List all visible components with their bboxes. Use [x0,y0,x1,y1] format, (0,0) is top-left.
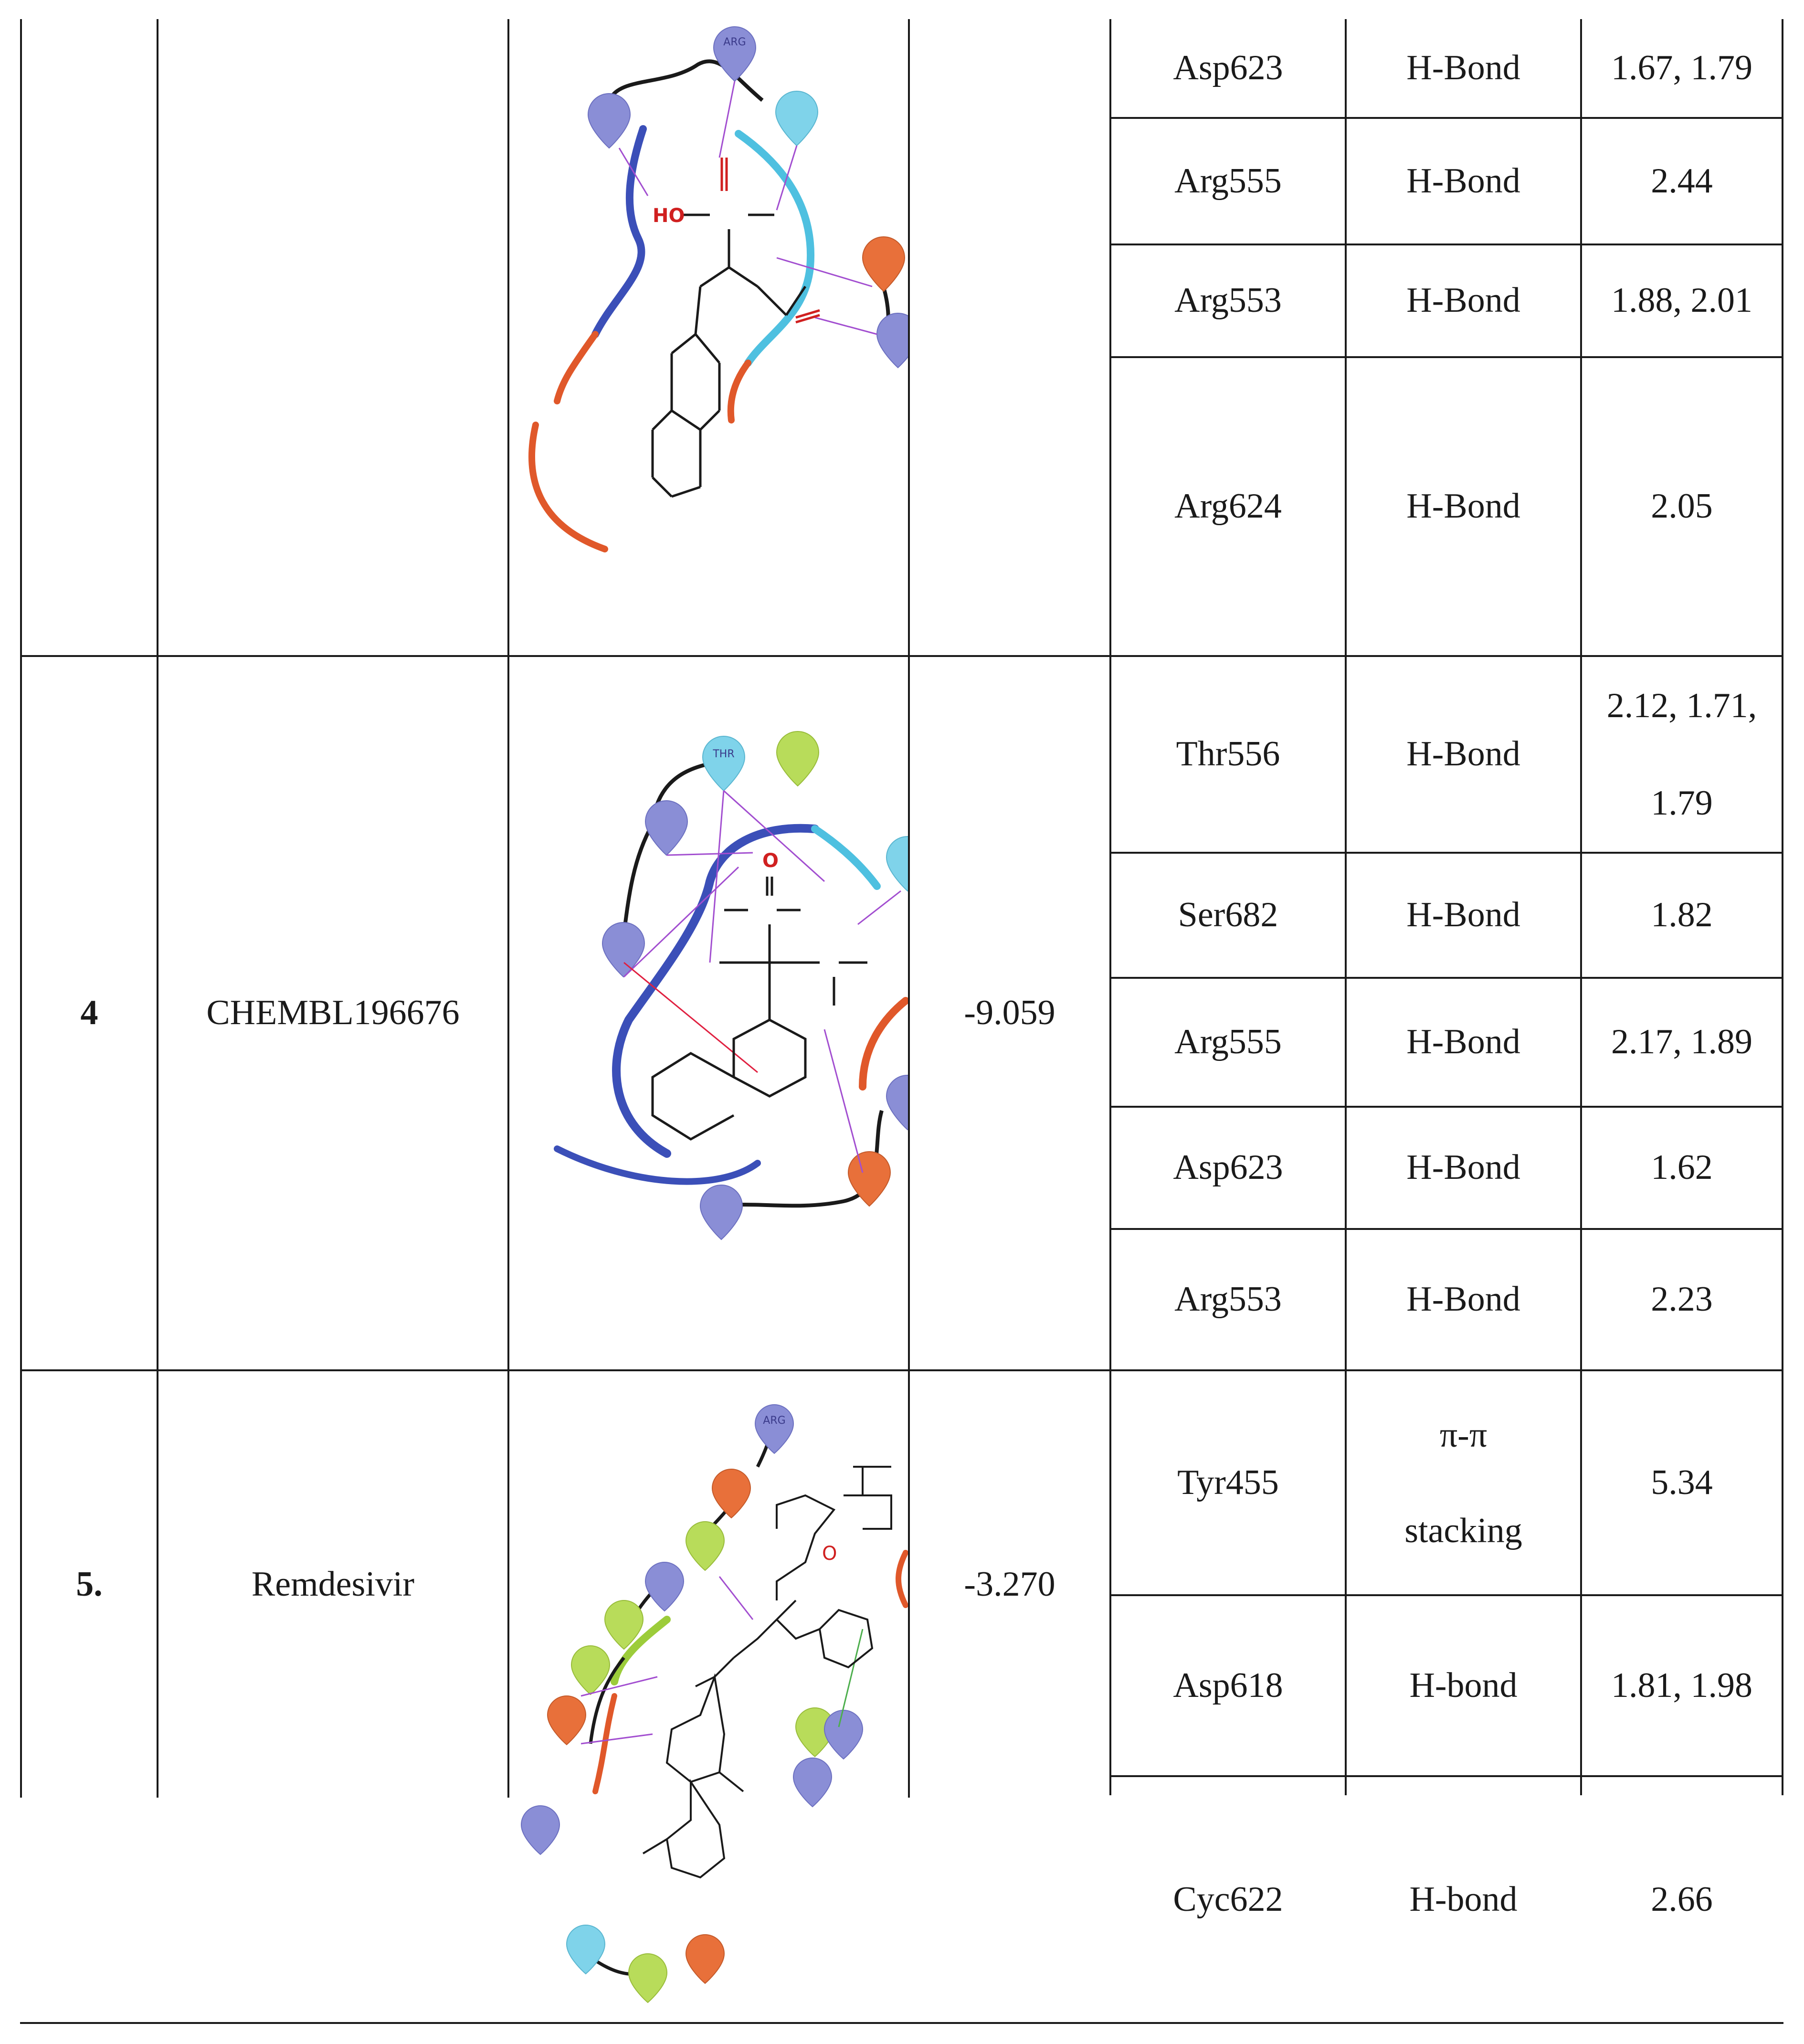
residue-name: ARG [763,1415,786,1427]
interaction-type: H-Bond [1406,161,1520,201]
interaction-type: H-Bond [1406,1280,1520,1319]
interaction-type: H-bond [1409,1879,1518,1919]
hbond-arrow [777,146,797,210]
residue-group [521,1405,863,2002]
distance: 2.23 [1651,1280,1713,1319]
hbond-arrow [858,891,901,924]
residue: Arg553 [1174,1280,1282,1319]
interaction-type [1347,1371,1580,1594]
table-bottom-rule [20,2022,1783,2024]
distance: 2.44 [1651,161,1713,201]
hbond-arrow [624,867,738,977]
residue-blob [877,313,908,368]
residue: Asp623 [1173,1148,1283,1187]
pocket-arc [731,363,748,420]
residue-blob [886,1075,908,1130]
hbond-arrow [719,81,735,158]
interaction-type: H-Bond [1406,895,1520,935]
residue: Cyc622 [1173,1879,1283,1919]
residue-blob [824,1710,863,1759]
distance-line: 1.79 [1651,784,1713,823]
residue-blob [521,1806,559,1854]
atom-label: O [762,850,779,872]
residue-blob [629,1954,667,2002]
pocket-arc [532,425,605,549]
distance: 5.34 [1651,1462,1713,1502]
docking-score [910,19,1109,655]
residue-blob [793,1758,832,1807]
row-number [22,19,157,655]
residue: Ser682 [1178,895,1278,935]
hbond-arrow [667,853,753,855]
docking-score: -3.270 [964,1564,1055,1604]
distance-line: 2.12, 1.71, [1606,686,1757,725]
compound-name: Remdesivir [251,1564,415,1604]
residue-blob [645,1562,684,1611]
pocket-arc [815,829,877,886]
interaction-type: H-Bond [1406,281,1520,320]
pocket-arc [863,1001,906,1087]
compound-name [158,19,507,655]
residue-blob [686,1522,724,1570]
residue-blob [602,922,644,977]
atom-label: HO [653,205,685,227]
pocket-arc [738,134,811,363]
residue-blob [777,731,819,786]
residue: Arg624 [1174,487,1282,526]
distance: 1.62 [1651,1148,1713,1187]
residue: Arg555 [1174,161,1282,201]
row-number: 4 [80,993,98,1033]
right-border [1782,19,1783,1795]
type-line: π-π [1439,1415,1488,1455]
interaction-type: H-Bond [1406,1022,1520,1062]
residue-name: THR [713,748,735,760]
residue: Arg553 [1174,281,1282,320]
pocket-arc [898,1553,906,1605]
residue: Tyr455 [1177,1462,1279,1502]
pocket-arc [616,828,815,1154]
compound-name: CHEMBL196676 [206,993,460,1033]
residue-blob [712,1469,750,1518]
salt-bridge [624,963,758,1072]
residue-blob [776,91,818,146]
residue-blob [886,837,908,891]
residue-blob [686,1935,724,1983]
distance: 1.67, 1.79 [1611,48,1752,87]
residue-name: ARG [723,36,746,48]
interaction-diagram-3 [509,1371,908,2021]
row-number: 5. [76,1564,103,1604]
distance [1582,657,1782,852]
residue: Asp618 [1173,1665,1283,1705]
distance: 2.05 [1651,487,1713,526]
distance: 2.66 [1651,1879,1713,1919]
interaction-type: H-Bond [1406,1148,1520,1187]
atom-label: O [822,1543,837,1565]
distance: 1.82 [1651,895,1713,935]
docking-score: -9.059 [964,993,1055,1033]
interaction-diagram-1 [509,19,908,655]
distance: 1.81, 1.98 [1611,1665,1752,1705]
interaction-type: H-Bond [1406,734,1520,774]
residue: Thr556 [1176,734,1280,774]
hbond-arrow [719,1577,753,1620]
pocket-arc [557,334,595,401]
residue: Asp623 [1173,48,1283,87]
hbond-arrow [824,1029,863,1173]
residue-blob [567,1925,605,1974]
residue-blob [755,1405,793,1453]
interaction-diagram-2 [509,657,908,1369]
distance: 1.88, 2.01 [1611,281,1752,320]
residue-blob [863,237,905,291]
residue-blob [703,736,745,791]
residue-blob [645,801,687,855]
interaction-type: H-Bond [1406,487,1520,526]
hbond-arrow [815,318,877,334]
interaction-type: H-Bond [1406,48,1520,87]
distance: 2.17, 1.89 [1611,1022,1752,1062]
hbond-arrow [777,258,872,286]
residue: Arg555 [1174,1022,1282,1062]
pocket-arc [557,1149,758,1182]
pocket-arc [595,129,643,334]
interaction-type: H-bond [1409,1665,1518,1705]
residue-blob [700,1185,742,1239]
type-line: stacking [1404,1511,1522,1550]
residue-blob [548,1696,586,1745]
